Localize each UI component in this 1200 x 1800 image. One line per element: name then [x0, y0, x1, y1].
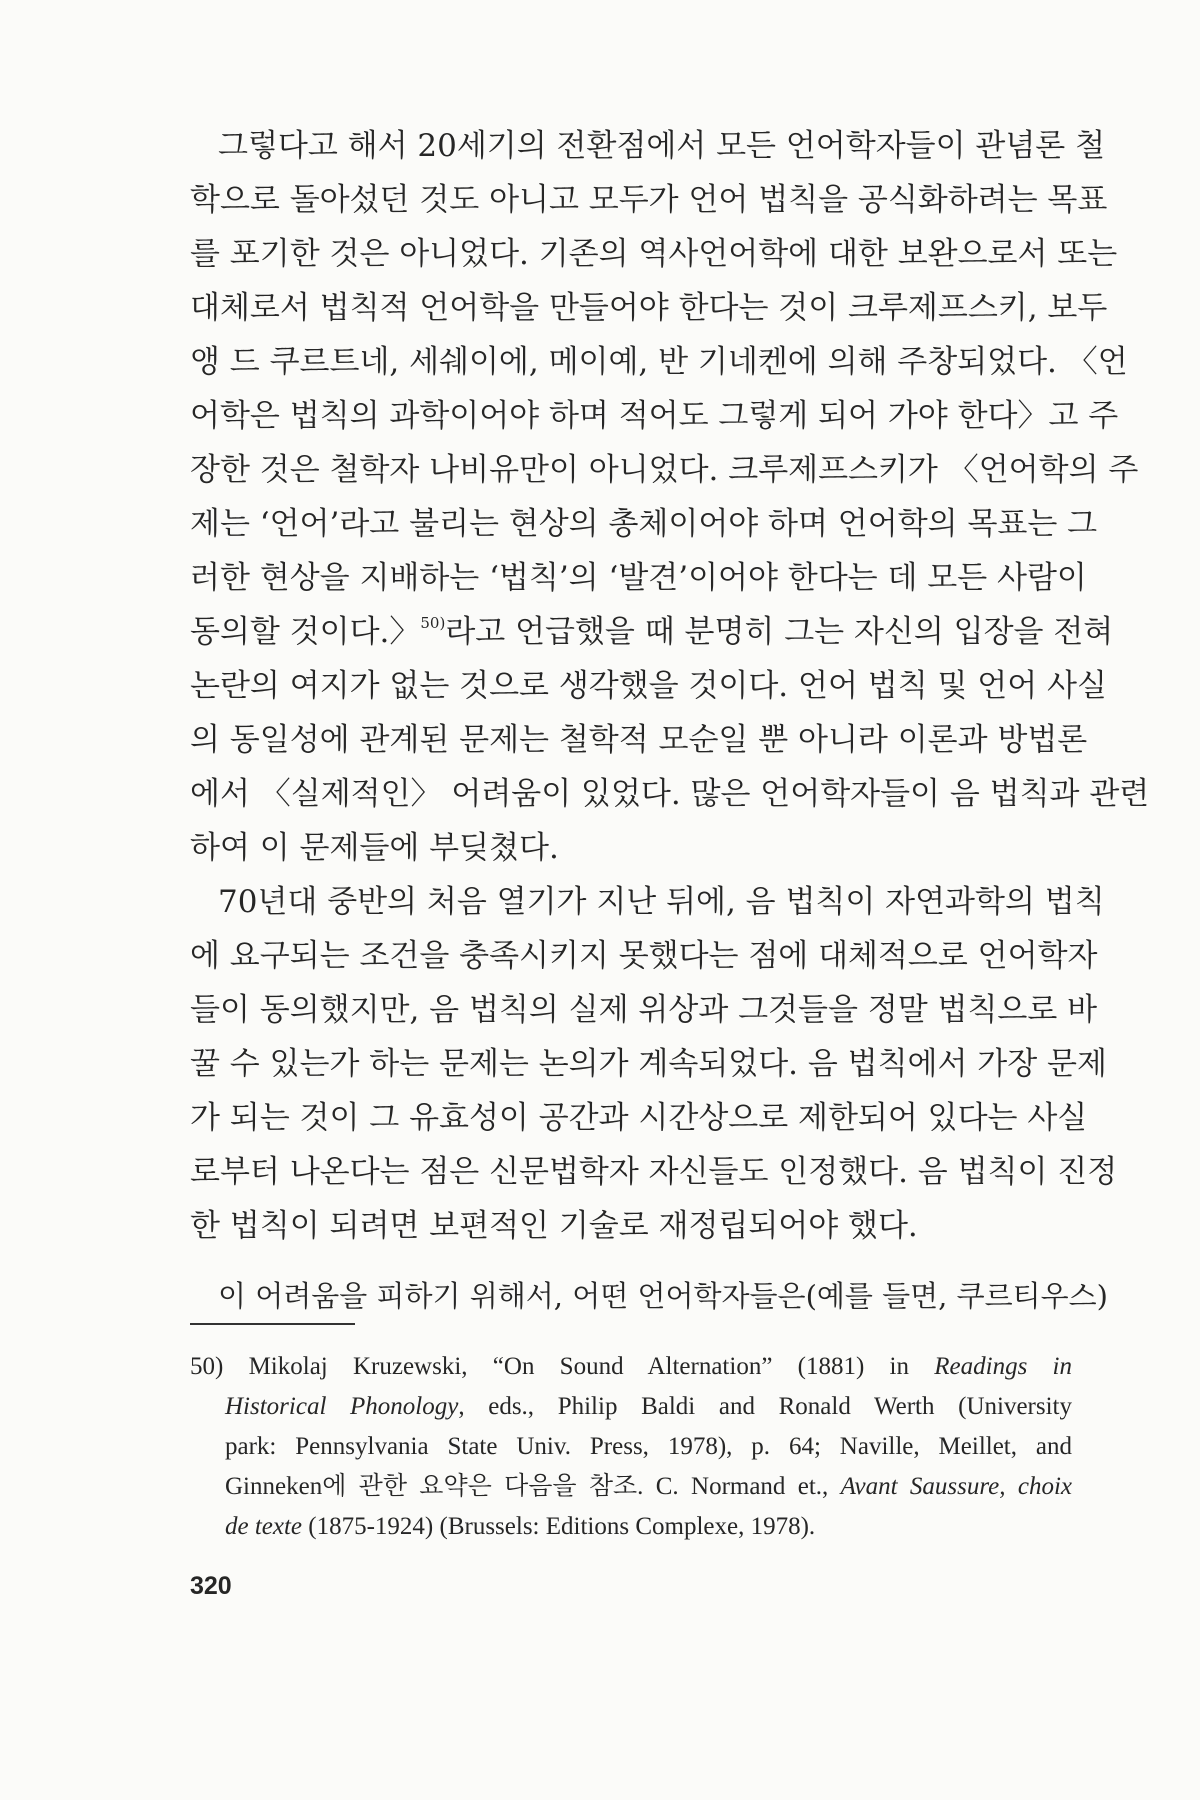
body-line: 에서 〈실제적인〉 어려움이 있었다. 많은 언어학자들이 음 법칙과 관련	[190, 776, 1150, 812]
footnote-text: Ginneken에 관한 요약은 다음을 참조. C. Normand et.,	[225, 1473, 841, 1500]
body-text: 라고 언급했을 때 분명히 그는 자신의 입장을 전혀	[445, 614, 1114, 650]
body-line: 가 되는 것이 그 유효성이 공간과 시간상으로 제한되어 있다는 사실	[190, 1100, 1088, 1136]
body-line: 러한 현상을 지배하는 ‘법칙’의 ‘발견’이어야 한다는 데 모든 사람이	[190, 560, 1087, 596]
body-line: 꿀 수 있는가 하는 문제는 논의가 계속되었다. 음 법칙에서 가장 문제	[190, 1046, 1107, 1082]
footnote-text: (1875-1924) (Brussels: Editions Complexe, 1978).	[302, 1513, 816, 1540]
body-line: 그렇다고 해서 20세기의 전환점에서 모든 언어학자들이 관념론 철	[218, 128, 1106, 164]
footnote-divider	[190, 1323, 355, 1325]
body-line: 들이 동의했지만, 음 법칙의 실제 위상과 그것들을 정말 법칙으로 바	[190, 992, 1098, 1028]
footnote-title: de texte	[225, 1513, 303, 1540]
footnote-line	[190, 1351, 1072, 1383]
footnote-text: , eds., Philip Baldi and Ronald Werth (University	[458, 1393, 1072, 1420]
page-number: 320	[190, 1572, 232, 1600]
body-line: 를 포기한 것은 아니었다. 기존의 역사언어학에 대한 보완으로서 또는	[190, 236, 1118, 272]
footnote-line: park: Pennsylvania State Univ. Press, 1978), p. 64; Naville, Meillet, and	[225, 1433, 1072, 1460]
footnote-text: Mikolaj Kruzewski, “On Sound Alternation” (1881) in	[248, 1353, 935, 1380]
body-line: 하여 이 문제들에 부딪쳤다.	[190, 830, 559, 866]
body-line: 70년대 중반의 처음 열기가 지난 뒤에, 음 법칙이 자연과학의 법칙	[218, 884, 1105, 920]
footnote-title: Historical Phonology	[225, 1393, 459, 1420]
body-line: 제는 ‘언어’라고 불리는 현상의 총체이어야 하며 언어학의 목표는 그	[190, 506, 1098, 542]
footnote-line	[225, 1471, 1072, 1503]
body-line-with-footnote-ref	[190, 612, 1114, 652]
body-line: 이 어려움을 피하기 위해서, 어떤 언어학자들은(예를 들면, 쿠르티우스)	[218, 1279, 1108, 1313]
footnote-line	[225, 1511, 815, 1543]
body-line: 로부터 나온다는 점은 신문법학자 자신들도 인정했다. 음 법칙이 진정	[190, 1154, 1118, 1190]
body-line: 학으로 돌아섰던 것도 아니고 모두가 언어 법칙을 공식화하려는 목표	[190, 182, 1108, 218]
body-line: 에 요구되는 조건을 충족시키지 못했다는 점에 대체적으로 언어학자	[190, 938, 1098, 974]
footnote-title: Avant Saussure, choix	[840, 1473, 1072, 1500]
body-line: 한 법칙이 되려면 보편적인 기술로 재정립되어야 했다.	[190, 1208, 918, 1244]
body-line: 대체로서 법칙적 언어학을 만들어야 한다는 것이 크루제프스키, 보두	[190, 290, 1108, 326]
body-line: 어학은 법칙의 과학이어야 하며 적어도 그렇게 되어 가야 한다〉고 주	[190, 398, 1119, 434]
body-line: 앵 드 쿠르트네, 세쉐이에, 메이예, 반 기네켄에 의해 주창되었다. 〈언	[190, 344, 1128, 380]
footnote-number: 50)	[190, 1353, 224, 1380]
footnote-line	[225, 1391, 1072, 1423]
body-text: 동의할 것이다.〉	[190, 614, 421, 650]
body-line: 의 동일성에 관계된 문제는 철학적 모순일 뿐 아니라 이론과 방법론	[190, 722, 1088, 758]
body-line: 장한 것은 철학자 나비유만이 아니었다. 크루제프스키가 〈언어학의 주	[190, 452, 1139, 488]
body-line: 논란의 여지가 없는 것으로 생각했을 것이다. 언어 법칙 및 언어 사실	[190, 668, 1107, 704]
footnote-ref: 50)	[420, 614, 446, 632]
footnote-title: Readings in	[934, 1353, 1073, 1380]
